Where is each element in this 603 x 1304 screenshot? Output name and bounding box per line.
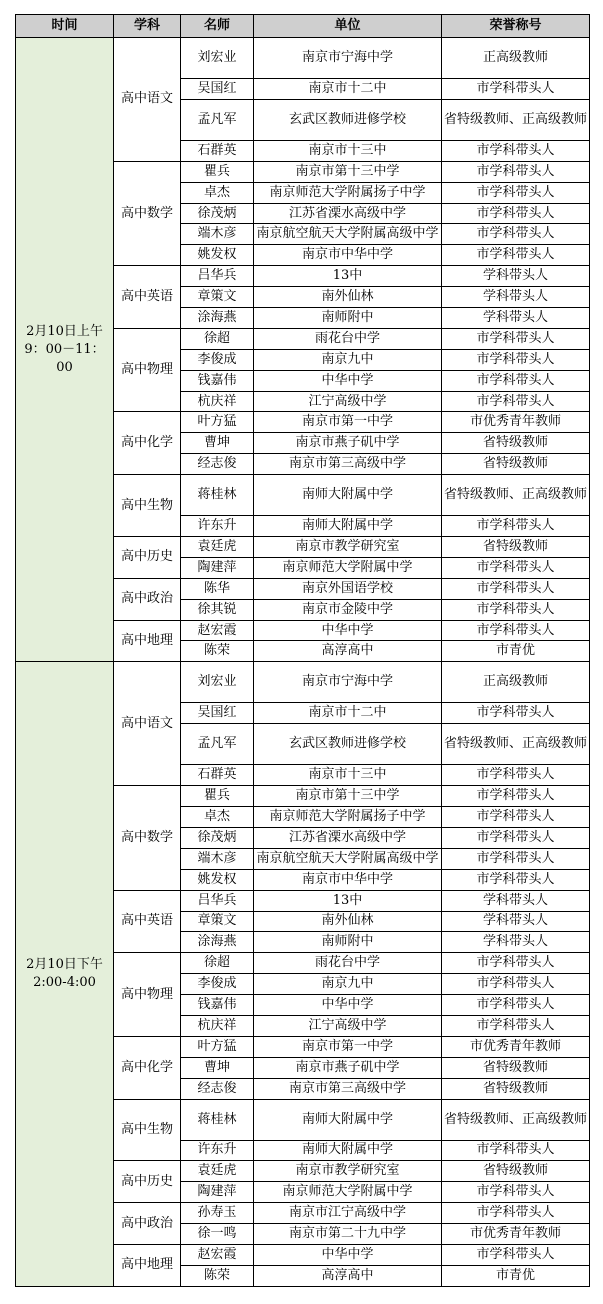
teacher-title: 市学科带头人 [442,578,590,599]
teacher-name: 蒋桂林 [181,1099,254,1140]
teacher-title: 市学科带头人 [442,848,590,869]
teacher-name: 叶方猛 [181,412,254,433]
teacher-title: 市学科带头人 [442,807,590,828]
teacher-title: 市学科带头人 [442,1015,590,1036]
teacher-unit: 江宁高级中学 [254,1015,442,1036]
teacher-title: 正高级教师 [442,662,590,703]
teacher-title: 市学科带头人 [442,182,590,203]
teacher-name: 曹坤 [181,1057,254,1078]
teacher-unit: 南京九中 [254,974,442,995]
teacher-name: 陈华 [181,578,254,599]
teacher-name: 陶建萍 [181,557,254,578]
teacher-name: 孙寿玉 [181,1203,254,1224]
teacher-unit: 南京航空航天大学附属高级中学 [254,848,442,869]
teacher-name: 徐茂炳 [181,827,254,848]
header-row [16,15,590,38]
teacher-name: 卓杰 [181,807,254,828]
subject-cell: 高中英语 [114,266,181,329]
teacher-title: 市学科带头人 [442,1182,590,1203]
teacher-unit: 南外仙林 [254,287,442,308]
subject-cell: 高中数学 [114,786,181,890]
teacher-title: 市学科带头人 [442,827,590,848]
teacher-name: 徐其锐 [181,599,254,620]
teacher-name: 刘宏业 [181,662,254,703]
teacher-title: 市学科带头人 [442,765,590,786]
teacher-name: 经志俊 [181,454,254,475]
teacher-name: 章策文 [181,911,254,932]
teacher-unit: 13中 [254,890,442,911]
teacher-name: 李俊成 [181,349,254,370]
teacher-unit: 南京市宁海中学 [254,662,442,703]
header-subject: 学科 [114,15,181,38]
header-unit: 单位 [254,15,442,38]
teacher-title: 市学科带头人 [442,869,590,890]
teacher-unit: 中华中学 [254,1244,442,1265]
teacher-title: 省特级教师 [442,1161,590,1182]
teacher-unit: 高淳高中 [254,1265,442,1286]
session-date: 2月10日上午 [26,323,103,339]
teacher-unit: 南京市第一中学 [254,1036,442,1057]
teacher-name: 经志俊 [181,1078,254,1099]
teacher-name: 吴国红 [181,79,254,100]
session-hours: 9：00－11：00 [24,341,105,375]
teacher-title: 学科带头人 [442,287,590,308]
teacher-title: 市学科带头人 [442,140,590,161]
teacher-title: 市学科带头人 [442,516,590,537]
teacher-unit: 南京师范大学附属扬子中学 [254,807,442,828]
teacher-name: 杭庆祥 [181,1015,254,1036]
teacher-name: 徐一鸣 [181,1224,254,1245]
teacher-name: 叶方猛 [181,1036,254,1057]
subject-cell: 高中语文 [114,38,181,162]
teacher-name: 杭庆祥 [181,391,254,412]
teacher-title: 市学科带头人 [442,349,590,370]
session-date: 2月10日下午 [26,957,103,973]
table-row [16,38,590,79]
teacher-title: 市学科带头人 [442,703,590,724]
teacher-name: 端木彦 [181,224,254,245]
teacher-name: 袁廷虎 [181,537,254,558]
teacher-name: 徐茂炳 [181,203,254,224]
teacher-name: 曹坤 [181,433,254,454]
teacher-title: 市学科带头人 [442,391,590,412]
teacher-name: 赵宏霞 [181,620,254,641]
teacher-title: 市学科带头人 [442,79,590,100]
teacher-title: 市青优 [442,641,590,662]
teacher-name: 陶建萍 [181,1182,254,1203]
teacher-unit: 中华中学 [254,995,442,1016]
teacher-unit: 南京市金陵中学 [254,599,442,620]
teacher-name: 孟凡军 [181,99,254,140]
teacher-title: 市优秀青年教师 [442,412,590,433]
teacher-unit: 南京市第三高级中学 [254,1078,442,1099]
teacher-title: 市青优 [442,1265,590,1286]
teacher-name: 钱嘉伟 [181,370,254,391]
teacher-unit: 南京市宁海中学 [254,38,442,79]
teacher-name: 吴国红 [181,703,254,724]
subject-cell: 高中政治 [114,1203,181,1245]
teacher-title: 学科带头人 [442,890,590,911]
teacher-title: 市学科带头人 [442,203,590,224]
teacher-name: 蒋桂林 [181,475,254,516]
teacher-unit: 南京市燕子矶中学 [254,1057,442,1078]
teacher-name: 袁廷虎 [181,1161,254,1182]
teacher-unit: 南京师范大学附属中学 [254,1182,442,1203]
teacher-title: 正高级教师 [442,38,590,79]
teacher-unit: 南师大附属中学 [254,1140,442,1161]
teacher-title: 学科带头人 [442,266,590,287]
subject-cell: 高中数学 [114,161,181,265]
teacher-title: 省特级教师 [442,1057,590,1078]
teacher-unit: 南京师范大学附属中学 [254,557,442,578]
teacher-title: 学科带头人 [442,932,590,953]
teacher-name: 石群英 [181,765,254,786]
subject-cell: 高中政治 [114,578,181,620]
teacher-name: 许东升 [181,516,254,537]
teacher-title: 市学科带头人 [442,953,590,974]
teacher-name: 赵宏霞 [181,1244,254,1265]
teacher-unit: 南京市教学研究室 [254,537,442,558]
teacher-unit: 南京市十二中 [254,79,442,100]
teacher-title: 市学科带头人 [442,245,590,266]
teacher-title: 省特级教师 [442,454,590,475]
teacher-unit: 南京师范大学附属扬子中学 [254,182,442,203]
teacher-unit: 江宁高级中学 [254,391,442,412]
teacher-unit: 中华中学 [254,620,442,641]
teacher-unit: 雨花台中学 [254,328,442,349]
teacher-unit: 南京市江宁高级中学 [254,1203,442,1224]
session-time [16,38,114,662]
subject-cell: 高中物理 [114,328,181,412]
teacher-unit: 玄武区教师进修学校 [254,724,442,765]
teacher-unit: 南京市教学研究室 [254,1161,442,1182]
teacher-unit: 南京外国语学校 [254,578,442,599]
subject-cell: 高中物理 [114,953,181,1037]
teacher-name: 姚发权 [181,245,254,266]
teacher-name: 陈荣 [181,641,254,662]
teacher-unit: 南京市第二十九中学 [254,1224,442,1245]
teacher-unit: 南京市第一中学 [254,412,442,433]
teacher-unit: 南京航空航天大学附属高级中学 [254,224,442,245]
teacher-title: 市学科带头人 [442,224,590,245]
subject-cell: 高中历史 [114,1161,181,1203]
header-title: 荣誉称号 [442,15,590,38]
session-hours: 2:00-4:00 [33,975,96,991]
teacher-unit: 南京九中 [254,349,442,370]
teacher-unit: 南京市燕子矶中学 [254,433,442,454]
teacher-unit: 南外仙林 [254,911,442,932]
teacher-title: 市学科带头人 [442,995,590,1016]
teacher-name: 徐超 [181,953,254,974]
subject-cell: 高中生物 [114,475,181,537]
teacher-title: 省特级教师、正高级教师 [442,724,590,765]
teacher-title: 市优秀青年教师 [442,1036,590,1057]
teacher-name: 吕华兵 [181,890,254,911]
subject-cell: 高中生物 [114,1099,181,1161]
subject-cell: 高中地理 [114,620,181,662]
teacher-name: 吕华兵 [181,266,254,287]
teacher-title: 市学科带头人 [442,557,590,578]
session-time [16,662,114,1286]
teacher-unit: 南京市第十三中学 [254,161,442,182]
teacher-name: 孟凡军 [181,724,254,765]
teacher-title: 省特级教师 [442,1078,590,1099]
teacher-title: 市学科带头人 [442,599,590,620]
teacher-name: 徐超 [181,328,254,349]
teacher-title: 省特级教师 [442,537,590,558]
header-teacher: 名师 [181,15,254,38]
teacher-name: 姚发权 [181,869,254,890]
teacher-unit: 南师大附属中学 [254,516,442,537]
teacher-title: 市学科带头人 [442,1244,590,1265]
teacher-name: 瞿兵 [181,786,254,807]
teacher-name: 刘宏业 [181,38,254,79]
teacher-unit: 雨花台中学 [254,953,442,974]
teacher-title: 省特级教师、正高级教师 [442,1099,590,1140]
header-time: 时间 [16,15,114,38]
teacher-unit: 南京市十三中 [254,765,442,786]
teacher-title: 学科带头人 [442,308,590,329]
teacher-title: 市学科带头人 [442,161,590,182]
teacher-unit: 南京市十三中 [254,140,442,161]
teacher-title: 市学科带头人 [442,974,590,995]
teacher-unit: 南京市中华中学 [254,245,442,266]
teacher-name: 陈荣 [181,1265,254,1286]
teacher-title: 市学科带头人 [442,1140,590,1161]
schedule-table [15,14,590,1287]
teacher-name: 卓杰 [181,182,254,203]
table-row [16,662,590,703]
teacher-unit: 中华中学 [254,370,442,391]
teacher-unit: 13中 [254,266,442,287]
teacher-unit: 南京市第三高级中学 [254,454,442,475]
teacher-name: 涂海燕 [181,932,254,953]
teacher-title: 市学科带头人 [442,370,590,391]
teacher-title: 省特级教师、正高级教师 [442,99,590,140]
teacher-title: 市学科带头人 [442,786,590,807]
teacher-unit: 玄武区教师进修学校 [254,99,442,140]
teacher-unit: 高淳高中 [254,641,442,662]
teacher-name: 许东升 [181,1140,254,1161]
subject-cell: 高中语文 [114,662,181,786]
teacher-name: 涂海燕 [181,308,254,329]
teacher-name: 瞿兵 [181,161,254,182]
teacher-title: 学科带头人 [442,911,590,932]
teacher-title: 省特级教师、正高级教师 [442,475,590,516]
teacher-name: 钱嘉伟 [181,995,254,1016]
teacher-unit: 南京市中华中学 [254,869,442,890]
teacher-unit: 南师大附属中学 [254,475,442,516]
teacher-name: 李俊成 [181,974,254,995]
teacher-name: 端木彦 [181,848,254,869]
subject-cell: 高中历史 [114,537,181,579]
schedule-body [16,38,590,1287]
subject-cell: 高中化学 [114,1036,181,1099]
teacher-unit: 南师大附属中学 [254,1099,442,1140]
teacher-title: 市优秀青年教师 [442,1224,590,1245]
teacher-unit: 南师附中 [254,932,442,953]
teacher-title: 市学科带头人 [442,620,590,641]
teacher-title: 市学科带头人 [442,328,590,349]
subject-cell: 高中地理 [114,1244,181,1286]
teacher-name: 石群英 [181,140,254,161]
teacher-unit: 南京市十二中 [254,703,442,724]
teacher-unit: 南师附中 [254,308,442,329]
subject-cell: 高中化学 [114,412,181,475]
teacher-name: 章策文 [181,287,254,308]
subject-cell: 高中英语 [114,890,181,953]
teacher-unit: 江苏省溧水高级中学 [254,827,442,848]
teacher-unit: 南京市第十三中学 [254,786,442,807]
teacher-title: 省特级教师 [442,433,590,454]
teacher-unit: 江苏省溧水高级中学 [254,203,442,224]
teacher-title: 市学科带头人 [442,1203,590,1224]
